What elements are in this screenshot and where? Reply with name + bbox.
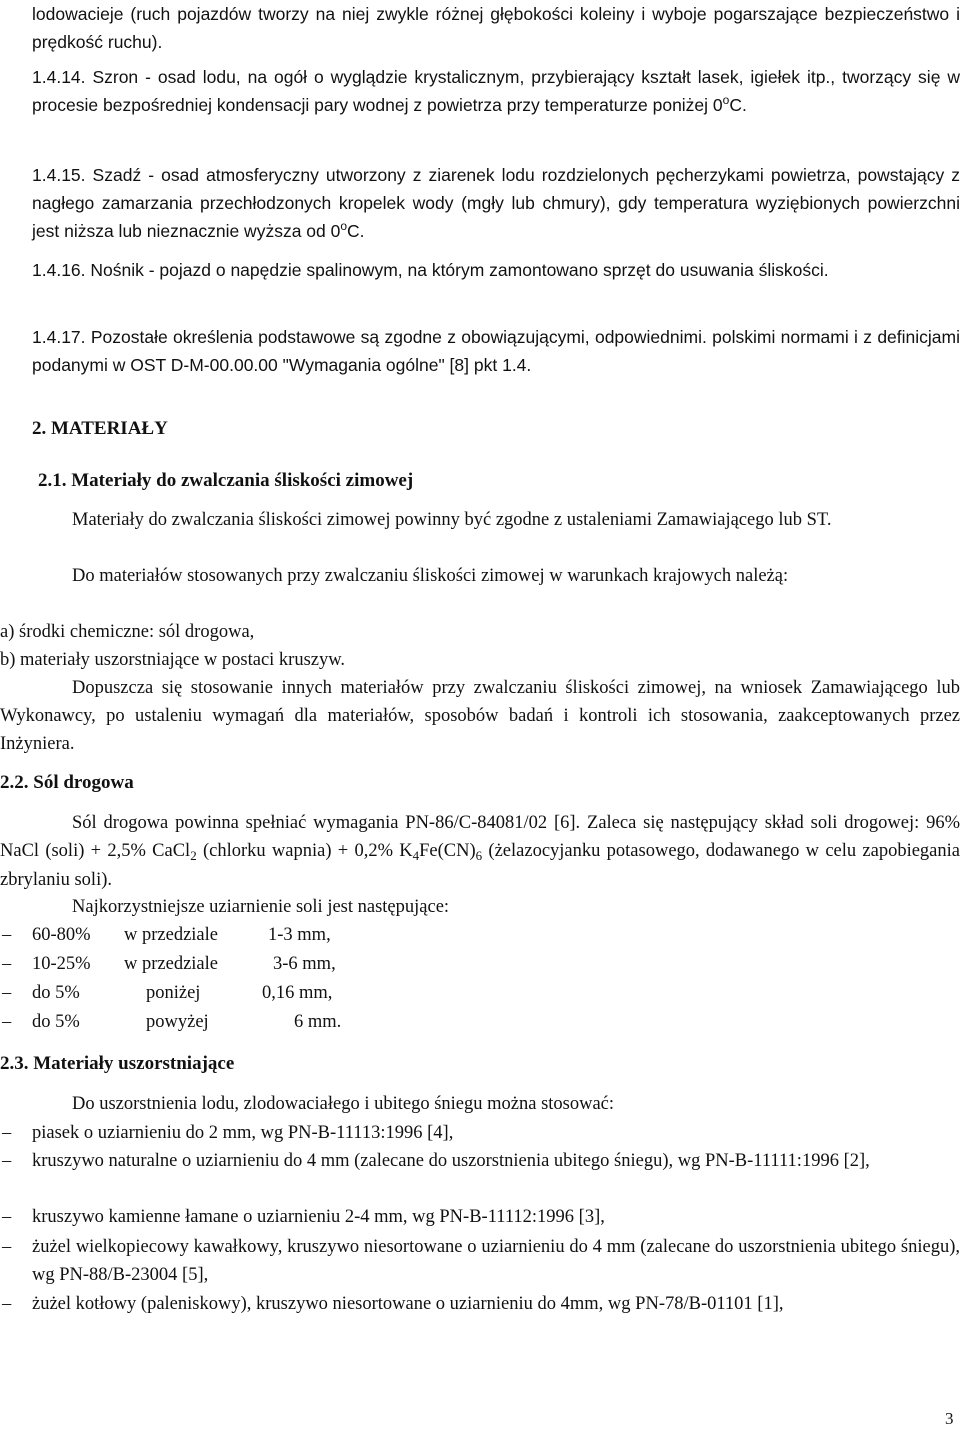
definition-unit: C. xyxy=(347,221,365,241)
degree-superscript: o xyxy=(340,219,348,233)
section-2-3-intro: Do uszorstnienia lodu, zlodowaciałego i ubitego śniegu można stosować: xyxy=(72,1094,615,1114)
material-text: żużel kotłowy (paleniskowy), kruszywo niesortowane o uziarnieniu do 4mm, wg PN-78/B-01101 [1], xyxy=(32,1294,784,1314)
grain-size: 0,16 mm, xyxy=(262,983,333,1003)
degree-superscript: o xyxy=(722,93,730,107)
grain-relation: poniżej xyxy=(146,983,201,1003)
grain-size: 3-6 mm, xyxy=(273,954,336,974)
paragraph-text: Fe(CN) xyxy=(419,841,476,861)
grain-percent: do 5% xyxy=(32,1012,80,1032)
grain-size: 6 mm. xyxy=(294,1012,342,1032)
grain-size-item xyxy=(0,979,500,1007)
paragraph-text: Sól drogowa powinna spełniać wymagania PN-86/C-84081/02 [6]. Zaleca się następujący skład soli drogowej: 96% NaCl (soli) + 2,5% CaCl xyxy=(0,813,960,861)
dash-bullet: – xyxy=(2,1237,12,1257)
dash-bullet: – xyxy=(2,1151,12,1171)
grain-size-item xyxy=(0,1008,500,1036)
grain-size-item xyxy=(0,950,500,978)
dash-bullet: – xyxy=(2,925,12,945)
definition-text: 1.4.17. Pozostałe określenia podstawowe są zgodne z obowiązującymi, odpowiednimi. polskimi normami i z definicjami podanymi w OST D-M-00.00.00 "Wymagania ogólne" [8] pkt 1.4. xyxy=(32,327,960,375)
grain-relation: powyżej xyxy=(146,1012,209,1032)
grain-relation: w przedziale xyxy=(124,925,218,945)
material-item xyxy=(0,1119,960,1147)
material-text: piasek o uziarnieniu do 2 mm, wg PN-B-11113:1996 [4], xyxy=(32,1123,454,1143)
paragraph-text: (chlorku wapnia) + 0,2% K xyxy=(196,841,413,861)
material-item xyxy=(0,1147,960,1175)
subscript: 4 xyxy=(412,848,420,863)
dash-bullet: – xyxy=(2,983,12,1003)
paragraph-text: Materiały do zwalczania śliskości zimowej powinny być zgodne z ustaleniami Zamawiającego lub ST. xyxy=(72,510,832,530)
definition-1-4-15 xyxy=(0,161,960,247)
paragraph-text: Do materiałów stosowanych przy zwalczaniu śliskości zimowej w warunkach krajowych należą: xyxy=(72,566,789,586)
paragraph-text: Dopuszcza się stosowanie innych materiałów przy zwalczaniu śliskości zimowej, na wniosek Zamawiającego lub Wykonawcy, po ustaleniu wymagań dla materiałów, sposobów badań i kontroli ich stosowania, zaakceptowanych przez Inżyniera. xyxy=(0,678,960,754)
definition-text: 1.4.15. Szadź - osad atmosferyczny utworzony z ziarenek lodu rozdzielonych pęcherzykami powietrza, powstający z nagłego zamarzania przechłodzonych kropelek wody (mgły lub chmury), gdy temperatura wyziębionych powierzchni jest niższa lub nieznacznie wyższa od 0 xyxy=(32,165,960,241)
material-item xyxy=(0,1203,960,1231)
section-2-1-paragraph-1 xyxy=(0,506,960,534)
section-2-2-paragraph-2: Najkorzystniejsze uziarnienie soli jest następujące: xyxy=(72,897,450,917)
material-text: kruszywo naturalne o uziarnieniu do 4 mm (zalecane do uszorstnienia ubitego śniegu), wg PN-B-11111:1996 [2], xyxy=(32,1151,870,1171)
grain-percent: 10-25% xyxy=(32,954,91,974)
grain-size-item xyxy=(0,921,500,949)
subscript: 2 xyxy=(190,848,197,863)
paragraph-text: lodowacieje (ruch pojazdów tworzy na niej zwykle różnej głębokości koleiny i wyboje pogarszające bezpieczeństwo i prędkość ruchu). xyxy=(32,4,960,52)
definition-unit: C. xyxy=(729,95,747,115)
dash-bullet: – xyxy=(2,1207,12,1227)
dash-bullet: – xyxy=(2,1012,12,1032)
material-item xyxy=(0,1290,960,1318)
section-2-2-paragraph-1 xyxy=(0,809,960,894)
grain-size: 1-3 mm, xyxy=(268,925,331,945)
section-2-1-paragraph-3 xyxy=(0,674,960,758)
grain-percent: 60-80% xyxy=(32,925,91,945)
section-heading-2-3: 2.3. Materiały uszorstniające xyxy=(0,1053,235,1074)
material-text: żużel wielkopiecowy kawałkowy, kruszywo niesortowane o uziarnieniu do 4 mm (zalecane do uszorstnienia ubitego śniegu), wg PN-88/B-23004 [5], xyxy=(32,1237,960,1285)
grain-relation: w przedziale xyxy=(124,954,218,974)
section-heading-2: 2. MATERIAŁY xyxy=(32,418,168,439)
definition-1-4-14 xyxy=(0,63,960,121)
dash-bullet: – xyxy=(2,1123,12,1143)
section-heading-2-1: 2.1. Materiały do zwalczania śliskości zimowej xyxy=(38,470,414,491)
subscript: 6 xyxy=(475,848,483,863)
page-number: 3 xyxy=(945,1409,954,1428)
dash-bullet: – xyxy=(2,1294,12,1314)
section-heading-2-2: 2.2. Sól drogowa xyxy=(0,772,134,793)
material-item xyxy=(0,1233,960,1289)
definition-text: 1.4.14. Szron - osad lodu, na ogół o wyglądzie krystalicznym, przybierający kształt lasek, igiełek itp., tworzący się w procesie bezpośredniej kondensacji pary wodnej z powietrza przy temperaturze poniżej 0 xyxy=(32,67,960,115)
grain-percent: do 5% xyxy=(32,983,80,1003)
section-2-1-paragraph-2 xyxy=(0,562,960,590)
paragraph-text: (żelazocyjanku potasowego, dodawanego w celu zapobiegania zbrylaniu soli). xyxy=(0,841,960,890)
list-item-a: a) środki chemiczne: sól drogowa, xyxy=(0,622,255,642)
list-item-b: b) materiały uszorstniające w postaci kruszyw. xyxy=(0,650,346,670)
dash-bullet: – xyxy=(2,954,12,974)
definition-text: 1.4.16. Nośnik - pojazd o napędzie spalinowym, na którym zamontowano sprzęt do usuwania śliskości. xyxy=(32,260,829,280)
material-text: kruszywo kamienne łamane o uziarnieniu 2-4 mm, wg PN-B-11112:1996 [3], xyxy=(32,1207,605,1227)
definition-1-4-16 xyxy=(0,256,960,284)
paragraph-continuation xyxy=(0,0,960,56)
definition-1-4-17 xyxy=(0,323,960,379)
